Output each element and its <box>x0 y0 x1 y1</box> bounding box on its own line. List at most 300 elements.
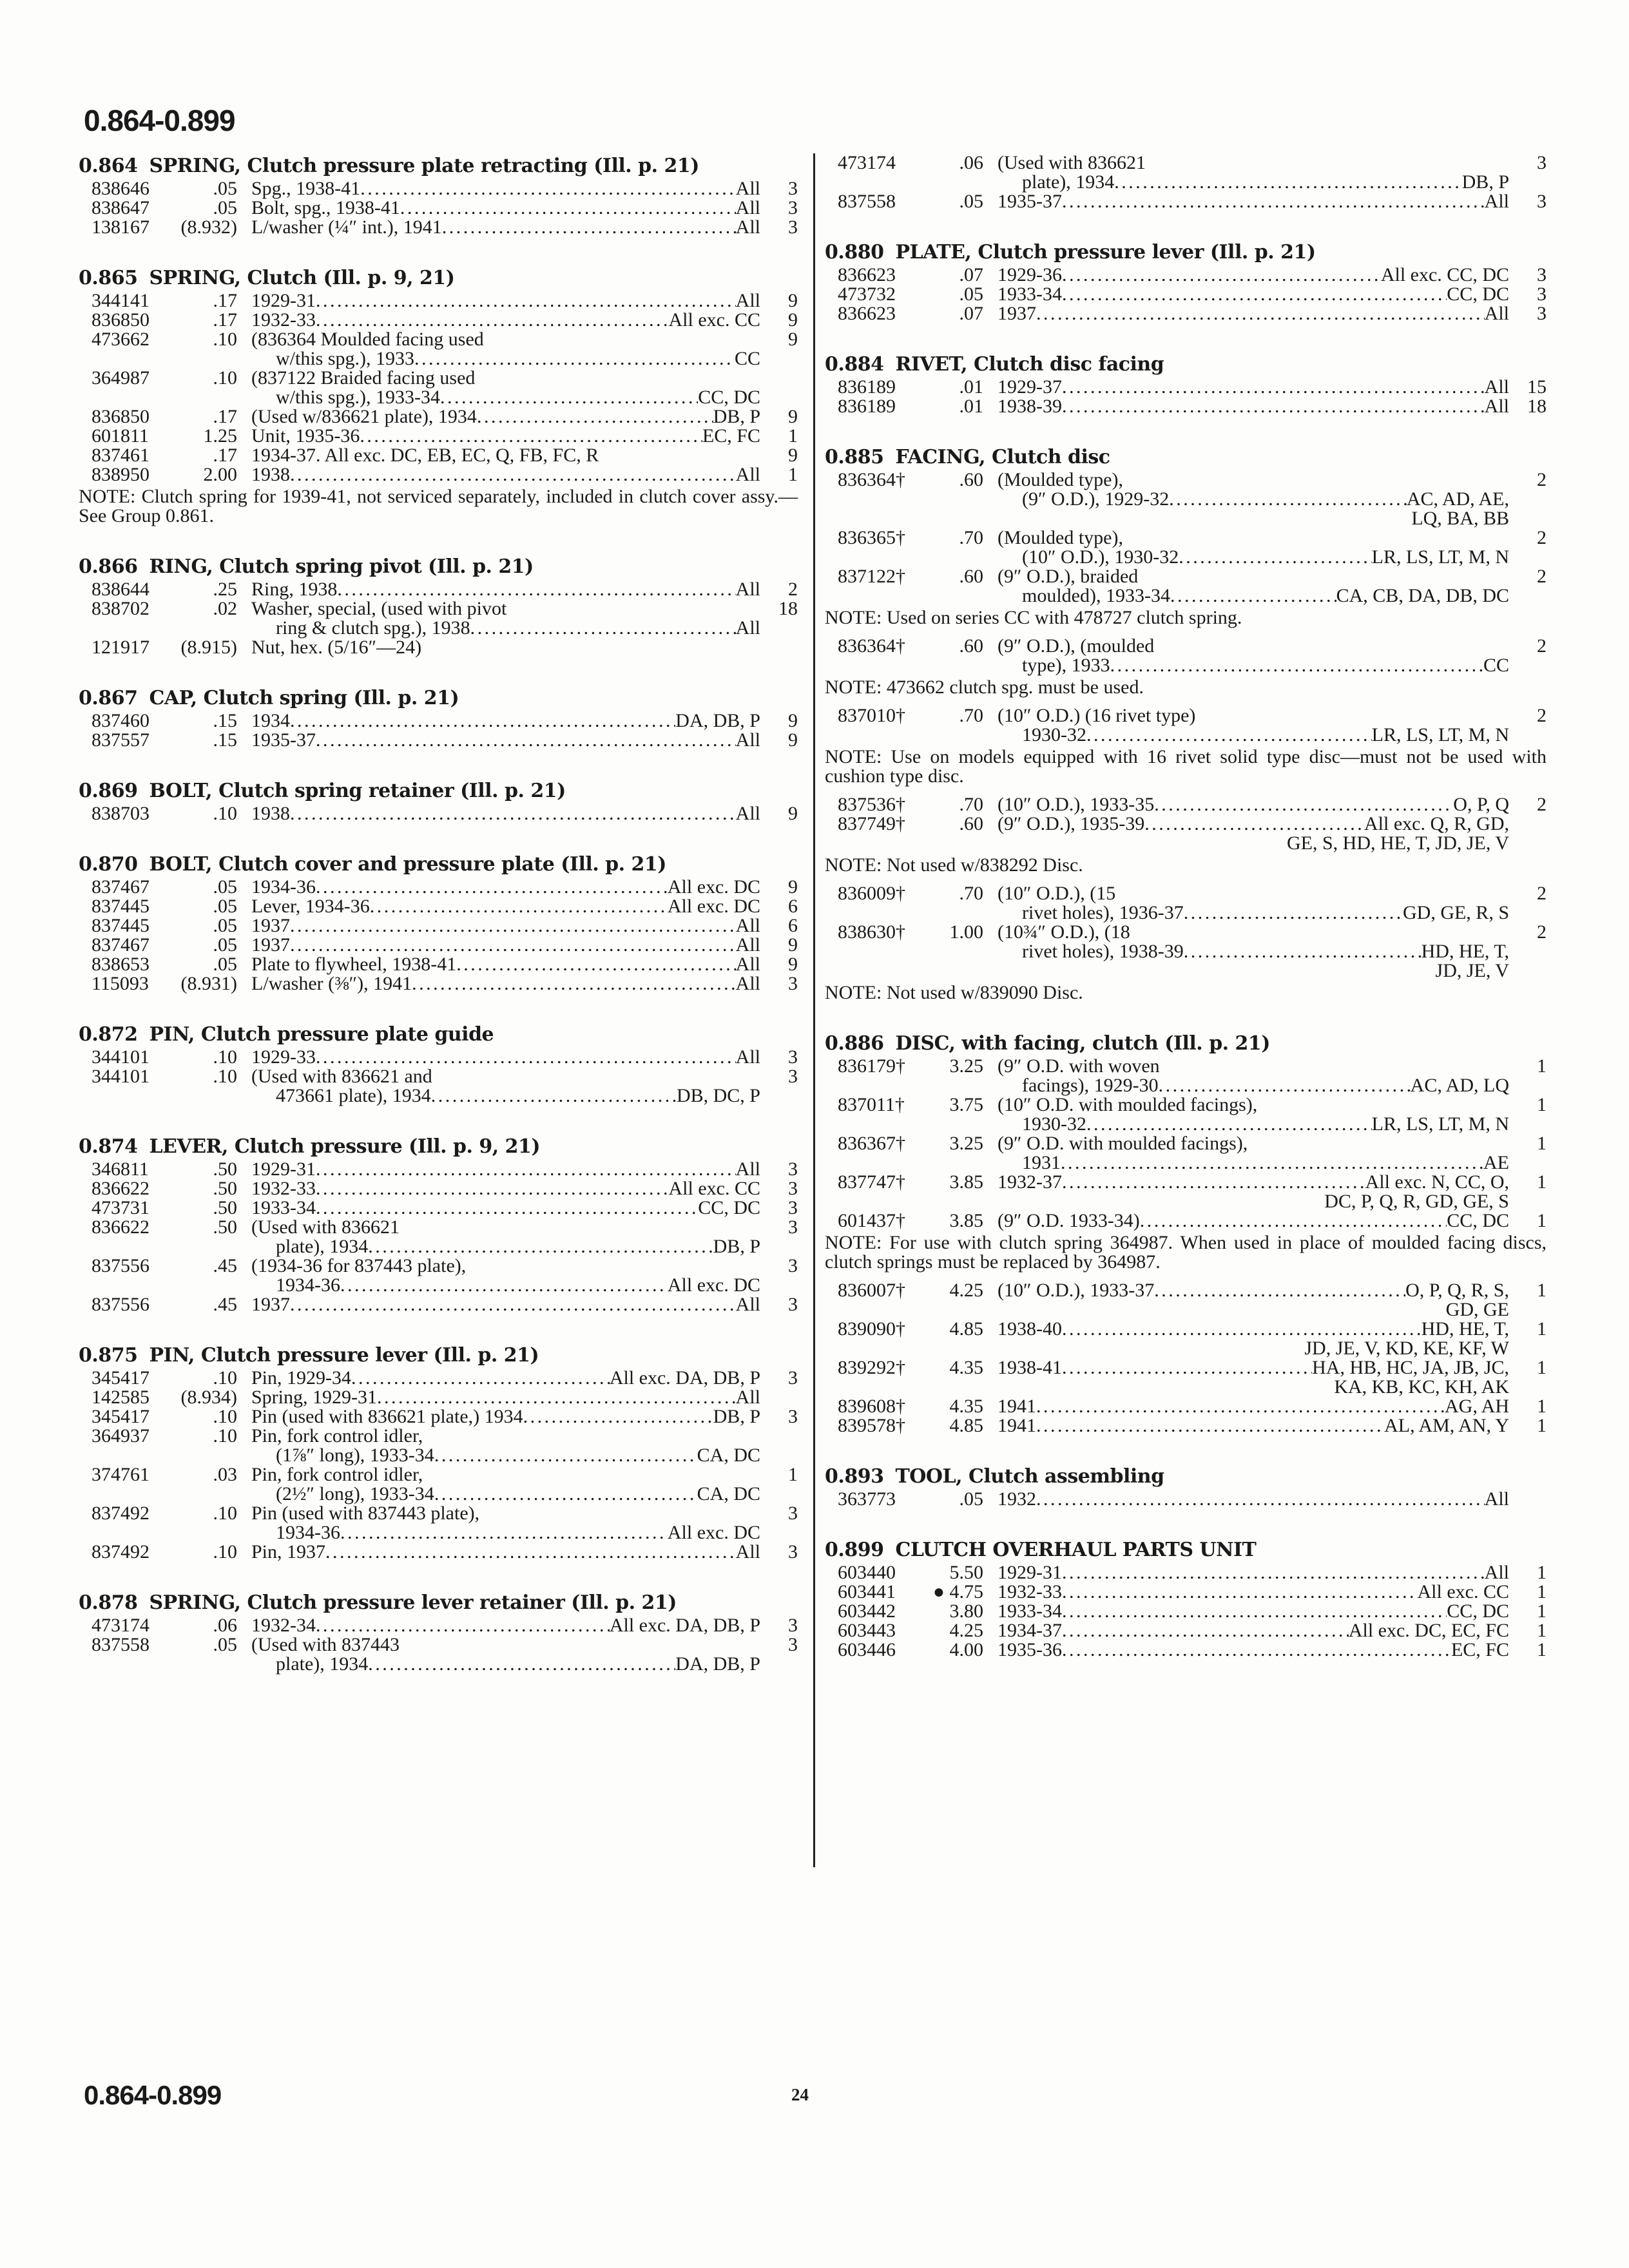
models: CA, DC <box>697 1445 760 1466</box>
quantity: 9 <box>788 445 798 466</box>
price: .50 <box>213 1197 237 1218</box>
table-row <box>79 1388 798 1407</box>
price: 4.85 <box>949 1415 983 1436</box>
section <box>825 240 1547 323</box>
page-number: 24 <box>791 2085 809 2104</box>
part-number: 836364† <box>838 469 905 490</box>
table-row <box>79 936 798 955</box>
dot-leader <box>368 1237 713 1256</box>
section <box>79 686 798 750</box>
models: All exc. DC <box>667 876 760 898</box>
dot-leader <box>351 1369 610 1388</box>
models: All <box>735 803 760 824</box>
models: DB, P <box>1461 171 1509 193</box>
section-code: 0.867 <box>79 687 138 709</box>
section-name: SPRING, Clutch (Ill. p. 9, 21) <box>149 267 455 289</box>
description <box>251 198 760 218</box>
part-number: 837467 <box>92 934 149 956</box>
description-text: 1929-31 <box>251 1158 316 1180</box>
dot-leader <box>1144 814 1364 834</box>
description <box>998 1358 1509 1397</box>
description-text: 1932-33 <box>998 1581 1062 1602</box>
models: CC, DC <box>1447 284 1509 305</box>
description-text: L/washer (¼″ int.), 1941 <box>251 216 442 238</box>
price: .60 <box>959 566 983 587</box>
description-line: (Moulded type), <box>998 469 1123 490</box>
table-row <box>825 1173 1547 1211</box>
table-row <box>79 1407 798 1427</box>
part-number: 838630† <box>838 921 905 943</box>
dot-leader <box>290 711 675 731</box>
description-text: 1937 <box>251 934 290 956</box>
price: .70 <box>959 794 983 815</box>
price: .17 <box>213 445 237 466</box>
description-line <box>251 731 760 750</box>
table-row <box>825 567 1547 606</box>
section-name: CLUTCH OVERHAUL PARTS UNIT <box>895 1539 1257 1561</box>
description-line <box>998 265 1509 285</box>
price: .05 <box>213 178 237 199</box>
description-line <box>251 1179 760 1198</box>
models: All <box>735 464 760 485</box>
dot-leader <box>377 1388 736 1407</box>
price: .05 <box>213 896 237 917</box>
price: .70 <box>959 883 983 904</box>
description-line <box>251 291 760 311</box>
part-number: 601811 <box>92 425 149 447</box>
description <box>251 218 760 237</box>
table-row <box>825 795 1547 814</box>
part-number: 364937 <box>92 1425 149 1446</box>
table-row <box>79 711 798 731</box>
description-line <box>998 656 1509 675</box>
description-text: Pin, 1929-34 <box>251 1367 352 1389</box>
price: .10 <box>213 1046 237 1068</box>
models: All exc. DA, DB, P <box>609 1615 760 1636</box>
price: .25 <box>213 579 237 600</box>
dot-leader <box>290 804 736 823</box>
table-row <box>825 814 1547 853</box>
dot-leader <box>1086 1115 1372 1134</box>
part-number: 603442 <box>838 1600 896 1622</box>
section <box>825 1537 1547 1660</box>
models: All <box>735 934 760 956</box>
part-number: 836622 <box>92 1178 149 1199</box>
part-number: 838653 <box>92 954 149 975</box>
description-line: (10¾″ O.D.), (18 <box>998 921 1130 943</box>
part-number: 473174 <box>838 152 896 173</box>
description-line <box>251 388 760 407</box>
description-line <box>251 446 760 465</box>
description <box>998 1563 1509 1582</box>
description-text: 1929-31 <box>998 1562 1062 1583</box>
dot-leader <box>1062 192 1485 211</box>
quantity: 3 <box>788 1197 798 1218</box>
price: .05 <box>959 191 983 212</box>
description-line <box>251 1407 760 1427</box>
table-row <box>79 974 798 994</box>
section-name: BOLT, Clutch spring retainer (Ill. p. 21) <box>149 780 566 802</box>
models: CC, DC <box>698 1197 760 1218</box>
description-text: 1929-37 <box>998 376 1062 398</box>
section-code: 0.893 <box>825 1465 884 1488</box>
part-number: 838703 <box>92 803 149 824</box>
description-text: 1938-41 <box>998 1357 1062 1378</box>
part-number: 836189 <box>838 376 896 398</box>
dot-leader <box>1036 1416 1384 1436</box>
quantity: 9 <box>788 710 798 731</box>
description-line <box>251 1160 760 1179</box>
description <box>251 1048 760 1067</box>
quantity: 3 <box>788 1178 798 1199</box>
section-title <box>825 1464 1547 1490</box>
description-text: Unit, 1935-36 <box>251 425 360 447</box>
dot-leader <box>414 349 735 369</box>
table-row <box>79 1067 798 1106</box>
description <box>251 1427 760 1465</box>
description <box>251 291 760 311</box>
description-line <box>251 638 760 657</box>
quantity: 1 <box>1537 1055 1547 1077</box>
section <box>825 1464 1547 1509</box>
models: LR, LS, LT, M, N <box>1371 546 1509 568</box>
description <box>251 897 760 916</box>
table-row <box>79 599 798 638</box>
part-number: 344141 <box>92 290 149 311</box>
description-text: Plate to flywheel, 1938-41 <box>251 954 457 975</box>
description <box>251 330 760 369</box>
part-number: 837492 <box>92 1541 149 1562</box>
description-text: Lever, 1934-36 <box>251 896 370 917</box>
description-text: 1932-33 <box>251 1178 316 1199</box>
price: .10 <box>213 329 237 350</box>
models: All <box>735 197 760 218</box>
note: NOTE: 473662 clutch spg. must be used. <box>825 677 1144 698</box>
section-name: DISC, with facing, clutch (Ill. p. 21) <box>895 1032 1270 1055</box>
section-code: 0.869 <box>79 780 138 802</box>
section-code: 0.880 <box>825 241 884 264</box>
description <box>998 1416 1509 1436</box>
models: All <box>1484 396 1509 417</box>
quantity: 1 <box>1537 1620 1547 1641</box>
quantity: 3 <box>788 178 798 199</box>
quantity: 1 <box>1537 1639 1547 1660</box>
dot-leader <box>316 1198 698 1218</box>
dot-leader <box>360 427 702 446</box>
part-number: 836007† <box>838 1280 905 1301</box>
quantity: 1 <box>1537 1094 1547 1115</box>
models-continued: GD, GE <box>1445 1299 1509 1320</box>
description-text: 1938-39 <box>998 396 1062 417</box>
quantity: 1 <box>1537 1318 1547 1340</box>
price: (8.931) <box>180 973 237 994</box>
description <box>998 637 1509 675</box>
page-header: 0.864-0.899 <box>84 104 235 137</box>
part-number: 838647 <box>92 197 149 218</box>
part-number: 837461 <box>92 445 149 466</box>
description-text: (9″ O.D.), 1935-39 <box>998 813 1145 834</box>
table-row <box>825 192 1547 211</box>
price: .10 <box>213 1425 237 1446</box>
part-number: 601437† <box>838 1210 905 1231</box>
models: All <box>735 915 760 936</box>
section-name: CAP, Clutch spring (Ill. p. 21) <box>149 687 459 709</box>
description-line <box>251 916 760 936</box>
section-name: TOOL, Clutch assembling <box>895 1465 1164 1488</box>
models: AL, AM, AN, Y <box>1384 1415 1509 1436</box>
description-text: 1935-36 <box>998 1639 1062 1660</box>
quantity: 2 <box>1537 921 1547 943</box>
table-row <box>825 1582 1547 1602</box>
table-row <box>825 1563 1547 1582</box>
price: .45 <box>213 1294 237 1315</box>
description-line <box>251 179 760 198</box>
description-line: (Used with 837443 <box>251 1634 400 1655</box>
section-name: LEVER, Clutch pressure (Ill. p. 9, 21) <box>149 1135 541 1158</box>
part-number: 344101 <box>92 1066 149 1087</box>
dot-leader <box>442 218 736 237</box>
description-text: 1931 <box>1022 1152 1061 1173</box>
models-continued: DC, P, Q, R, GD, GE, S <box>1324 1191 1509 1212</box>
models: All <box>735 178 760 199</box>
dot-leader <box>440 388 698 407</box>
part-number: 344101 <box>92 1046 149 1068</box>
models: All <box>1484 376 1509 398</box>
part-number: 838646 <box>92 178 149 199</box>
description <box>998 1211 1509 1231</box>
description-text: Spg., 1938-41 <box>251 178 361 199</box>
description-line <box>998 1416 1509 1436</box>
models: All <box>735 1046 760 1068</box>
table-row <box>825 1358 1547 1397</box>
models: All exc. DC <box>667 1274 760 1296</box>
part-number: 837445 <box>92 915 149 936</box>
dot-leader <box>412 974 736 994</box>
models: LR, LS, LT, M, N <box>1371 1113 1509 1135</box>
description <box>251 427 760 446</box>
models-continued: LQ, BA, BB <box>1411 508 1509 529</box>
table-row <box>79 878 798 897</box>
models: All <box>735 973 760 994</box>
quantity: 2 <box>1537 883 1547 904</box>
dot-leader <box>1062 1582 1418 1602</box>
table-row <box>79 1048 798 1067</box>
price: 4.25 <box>949 1620 983 1641</box>
description-text: (9″ O.D. 1933-34) <box>998 1210 1140 1231</box>
section-name: RIVET, Clutch disc facing <box>895 353 1164 376</box>
part-number: 603441 <box>838 1581 896 1602</box>
table-row <box>825 1057 1547 1095</box>
price: .10 <box>213 1503 237 1524</box>
price: .06 <box>213 1615 237 1636</box>
part-number: 836189 <box>838 396 896 417</box>
dot-leader <box>316 731 736 750</box>
table-row <box>79 1635 798 1674</box>
description-text: plate), 1934 <box>276 1653 369 1675</box>
dot-leader <box>1062 285 1447 304</box>
description-line <box>998 795 1509 814</box>
note: NOTE: Use on models equipped with 16 rivet solid type disc—must not be used with cushion type disc. <box>825 746 1547 787</box>
quantity: 9 <box>788 876 798 898</box>
description <box>998 1320 1509 1358</box>
table-row <box>825 706 1547 745</box>
price: .06 <box>959 152 983 173</box>
models: All <box>1484 1488 1509 1510</box>
description-line <box>251 218 760 237</box>
description-line <box>998 285 1509 304</box>
models: All <box>735 1541 760 1562</box>
description <box>998 1582 1509 1602</box>
description-text: 1932 <box>998 1488 1036 1510</box>
description-line: (9″ O.D.), braided <box>998 566 1139 587</box>
description-text: 1933-34 <box>251 1197 316 1218</box>
quantity: 1 <box>788 425 798 447</box>
price: .60 <box>959 469 983 490</box>
description-line <box>251 1485 760 1504</box>
quantity: 1 <box>1537 1357 1547 1378</box>
part-number: 603446 <box>838 1639 896 1660</box>
quantity: 1 <box>1537 1210 1547 1231</box>
description <box>251 974 760 994</box>
description-text: 1934 <box>251 710 290 731</box>
description-line <box>998 304 1509 323</box>
table-row <box>79 1179 798 1198</box>
price: .45 <box>213 1255 237 1276</box>
section <box>825 352 1547 416</box>
description-line: Washer, special, (used with pivot <box>251 598 507 619</box>
section-title <box>79 1134 798 1160</box>
table-row <box>825 1095 1547 1134</box>
description <box>251 1218 760 1256</box>
description-line: (Moulded type), <box>998 527 1123 548</box>
price: 3.25 <box>949 1133 983 1154</box>
description <box>251 1256 760 1295</box>
note: NOTE: For use with clutch spring 364987. When used in place of moulded facing discs, clutch springs must be replaced by 364987. <box>825 1232 1547 1273</box>
section <box>79 1343 798 1562</box>
description-line <box>998 1076 1509 1095</box>
description <box>251 1388 760 1407</box>
section-code: 0.875 <box>79 1344 138 1367</box>
description-text: 1929-36 <box>998 264 1062 285</box>
table-row <box>79 407 798 427</box>
table-row <box>825 265 1547 285</box>
description <box>251 955 760 974</box>
section-title <box>79 153 798 179</box>
description-line <box>998 1115 1509 1134</box>
section-title <box>79 554 798 580</box>
description-text: Spring, 1929-31 <box>251 1387 377 1408</box>
dot-leader <box>1062 1320 1422 1339</box>
table-row <box>825 884 1547 923</box>
table-row <box>79 311 798 330</box>
dot-leader <box>1036 1397 1445 1416</box>
dot-leader <box>1159 1076 1411 1095</box>
quantity: 3 <box>788 1634 798 1655</box>
models: LR, LS, LT, M, N <box>1371 724 1509 745</box>
description-line <box>251 580 760 599</box>
description-text: 473661 plate), 1934 <box>276 1085 431 1106</box>
price: 3.75 <box>949 1094 983 1115</box>
table-row <box>79 1465 798 1504</box>
dot-leader <box>1169 490 1407 509</box>
dot-leader <box>477 407 713 427</box>
quantity: 9 <box>788 954 798 975</box>
quantity: 1 <box>1537 1396 1547 1417</box>
description-line <box>251 1086 760 1106</box>
description <box>251 1198 760 1218</box>
quantity: 2 <box>1537 794 1547 815</box>
description <box>251 878 760 897</box>
table-row <box>79 804 798 823</box>
price: (8.932) <box>180 216 237 238</box>
dot-leader <box>1036 1490 1485 1509</box>
price: .02 <box>213 598 237 619</box>
table-row <box>79 465 798 485</box>
part-number: 837556 <box>92 1294 149 1315</box>
description-text: Bolt, spg., 1938-41 <box>251 197 400 218</box>
description <box>998 1490 1509 1509</box>
description <box>251 711 760 731</box>
quantity: 2 <box>1537 469 1547 490</box>
section-code: 0.870 <box>79 853 138 876</box>
quantity: 1 <box>1537 1133 1547 1154</box>
section-title <box>79 265 798 291</box>
description-line <box>251 1369 760 1388</box>
table-row <box>79 179 798 198</box>
part-number: 837010† <box>838 705 905 726</box>
section-name: FACING, Clutch disc <box>895 446 1110 468</box>
models: All exc. N, CC, O, <box>1365 1171 1509 1193</box>
description-line: (9″ O.D. with moulded facings), <box>998 1133 1248 1154</box>
table-row <box>825 304 1547 323</box>
description-text: 1932-37 <box>998 1171 1062 1193</box>
table-row <box>79 446 798 465</box>
quantity: 9 <box>788 803 798 824</box>
description <box>998 1640 1509 1660</box>
table-row <box>825 637 1547 675</box>
dot-leader <box>1140 1211 1447 1231</box>
price: .10 <box>213 1541 237 1562</box>
description-line <box>998 1621 1509 1640</box>
description <box>998 814 1509 853</box>
section-title <box>79 1343 798 1369</box>
table-row <box>825 1397 1547 1416</box>
dot-leader <box>316 311 669 330</box>
table-row <box>825 1416 1547 1436</box>
dot-leader <box>370 897 668 916</box>
table-row <box>825 1281 1547 1320</box>
models: All <box>735 216 760 238</box>
price: (8.915) <box>180 637 237 658</box>
dot-leader <box>1062 1563 1485 1582</box>
description-text: 1934-36 <box>276 1522 340 1543</box>
part-number: 837122† <box>838 566 905 587</box>
dot-leader <box>1062 1173 1365 1192</box>
description-text: ring & clutch spg.), 1938 <box>276 617 470 639</box>
part-number: 838950 <box>92 464 149 485</box>
quantity: 2 <box>1537 635 1547 657</box>
part-number: 837536† <box>838 794 905 815</box>
quantity: 9 <box>788 934 798 956</box>
right-column <box>825 153 1547 1688</box>
section-name: PIN, Clutch pressure lever (Ill. p. 21) <box>149 1344 539 1367</box>
description <box>251 1407 760 1427</box>
description <box>251 1616 760 1635</box>
part-number: 837460 <box>92 710 149 731</box>
price: .10 <box>213 1406 237 1427</box>
part-number: 836850 <box>92 309 149 331</box>
quantity: 9 <box>788 729 798 751</box>
